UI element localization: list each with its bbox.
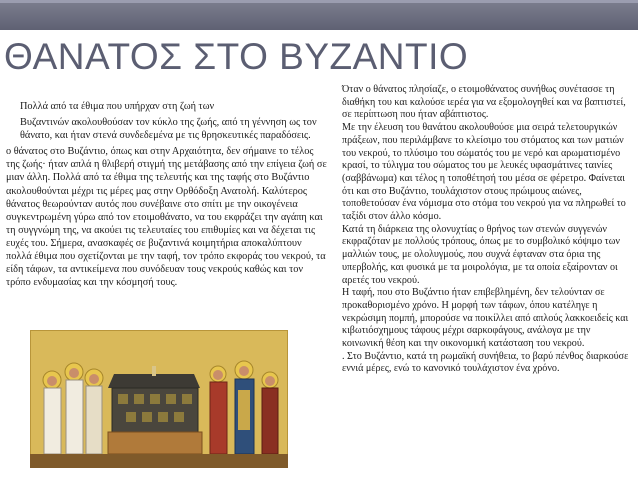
right-paragraph-2: Με την έλευση του θανάτου ακολουθούσε μια σειρά τελετουργικών πράξεων, που περιλάμβανε το κλείσιμο του στόματος και των ματιών του νεκρού, το πλύσιμο του σώματός του με νερό και αρωματισμένο κρασί, το τύλιγμα του σώματος του με λευκές υφασμάτινες ταινίες (σαββάνωμα) και τέλος η τοποθέτησή του μέσα σε φέρετρο. Φαίνεται ότι και στο Βυζάντιο, τουλάχιστον στους πρώιμους αιώνες, τοποθετούσαν ένα νόμισμα στο στόμα του νεκρού για να πληρωθεί το ταξίδι στον άλλο κόσμο. — [342, 122, 626, 223]
byzantine-funeral-mosaic — [30, 330, 288, 468]
left-column — [6, 100, 328, 289]
face — [213, 370, 223, 380]
right-paragraph-1: Όταν ο θάνατος πλησίαζε, ο ετοιμοθάνατος συνήθως συνέτασσε τη διαθήκη του και καλούσε ιερέα για να εξομολογηθεί και να βαπτιστεί, σε περίπτωση που ήταν αβάπτιστος. — [342, 84, 626, 121]
right-column — [342, 84, 632, 376]
face — [239, 366, 249, 376]
robe — [66, 380, 83, 454]
face — [89, 374, 99, 384]
bier-canopy — [108, 374, 200, 388]
slide-title: ΘΑΝΑΤΟΣ ΣΤΟ ΒΥΖΑΝΤΙΟ — [4, 36, 469, 77]
saint-group-right — [210, 361, 278, 454]
left-paragraph-3: ο θάνατος στο Βυζάντιο, όπως και στην Αρχαιότητα, δεν σήμαινε το τέλος της ζωής· ήταν απλά η θλιβερή στιγμή της μετάβασης από την επίγεια ζωή σε μιαν άλλη. Πολλά από τα έθιμα της τελευτής και της ταφής στο Βυζάντιο ακολουθούνται μέχρι τις μέρες μας στην Ορθόδοξη Ανατολή. Καλύτερος θάνατος θεωρούνταν αυτός που συνέβαινε στο σπίτι με την οικογένεια συγκεντρωμένη γύρω από τον ετοιμοθάνατο, να του εκφράζει την αγάπη και τη συγγνώμη της, να ακούει τις τελευταίες του επιθυμίες και να δέχεται τις ευχές του. Σήμερα, ανασκαφές σε βυζαντινά κοιμητήρια αποκαλύπτουν πολλά έθιμα που σχετίζονται με την ταφή, τον τρόπο εκφοράς του νεκρού, τα είδη τάφων, τα αντικείμενα που συνόδευαν τους νεκρούς καθώς και τον τρόπο ενδυμασίας και την κόσμησή τους. — [6, 146, 327, 289]
face — [47, 376, 57, 386]
right-paragraph-5: . Στο Βυζάντιο, κατά τη ρωμαϊκή συνήθεια, το βαρύ πένθος διαρκούσε εννιά μέρες, ενώ το κανονικό τουλάχιστον ένα χρόνο. — [342, 350, 629, 375]
bier-base — [108, 432, 202, 454]
header-bar — [0, 0, 638, 30]
ground-strip — [30, 454, 288, 468]
right-paragraph-3: Κατά τη διάρκεια της ολονυχτίας ο θρήνος των στενών συγγενών εκφραζόταν με πολλούς τρόπους, όπως με το συμβολικό κόψιμο των μαλλιών τους, με ολολυγμούς, που συχνά έφταναν στα όρια της υπερβολής, και φυσικά με τα μοιρολόγια, με τα οποία εξαίρονταν οι αρετές του νεκρού. — [342, 223, 620, 286]
saint-group-left — [43, 363, 103, 454]
face — [265, 376, 275, 386]
left-paragraph-2: Βυζαντινών ακολουθούσαν τον κύκλο της ζωής, από τη γέννηση ως τον θάνατο, και ήταν στενά συνδεδεμένα με τις θρησκευτικές παραδόσεις. — [20, 117, 317, 142]
robe — [44, 388, 61, 454]
left-paragraph-1: Πολλά από τα έθιμα που υπήρχαν στη ζωή των — [20, 101, 215, 112]
vestment-gold — [238, 390, 250, 430]
robe — [210, 382, 227, 454]
right-paragraph-4: Η ταφή, που στο Βυζάντιο ήταν επιβεβλημένη, δεν τελούνταν σε προκαθορισμένο χρόνο. Η μορφή των τάφων, όπου κατέληγε η νεκρώσιμη πομπή, μπορούσε να ποικίλλει από απλούς λακκοειδείς και κιβωτιόσχημους τάφους μέχρι σαρκοφάγους, ανάλογα με την κοινωνική θέση και την οικονομική κατάσταση του νεκρού. — [342, 287, 629, 350]
robe — [262, 388, 278, 454]
header-bar-highlight — [0, 0, 638, 3]
cross-post — [152, 366, 156, 376]
face — [69, 368, 79, 378]
sarcophagus — [108, 366, 202, 454]
robe — [86, 386, 102, 454]
